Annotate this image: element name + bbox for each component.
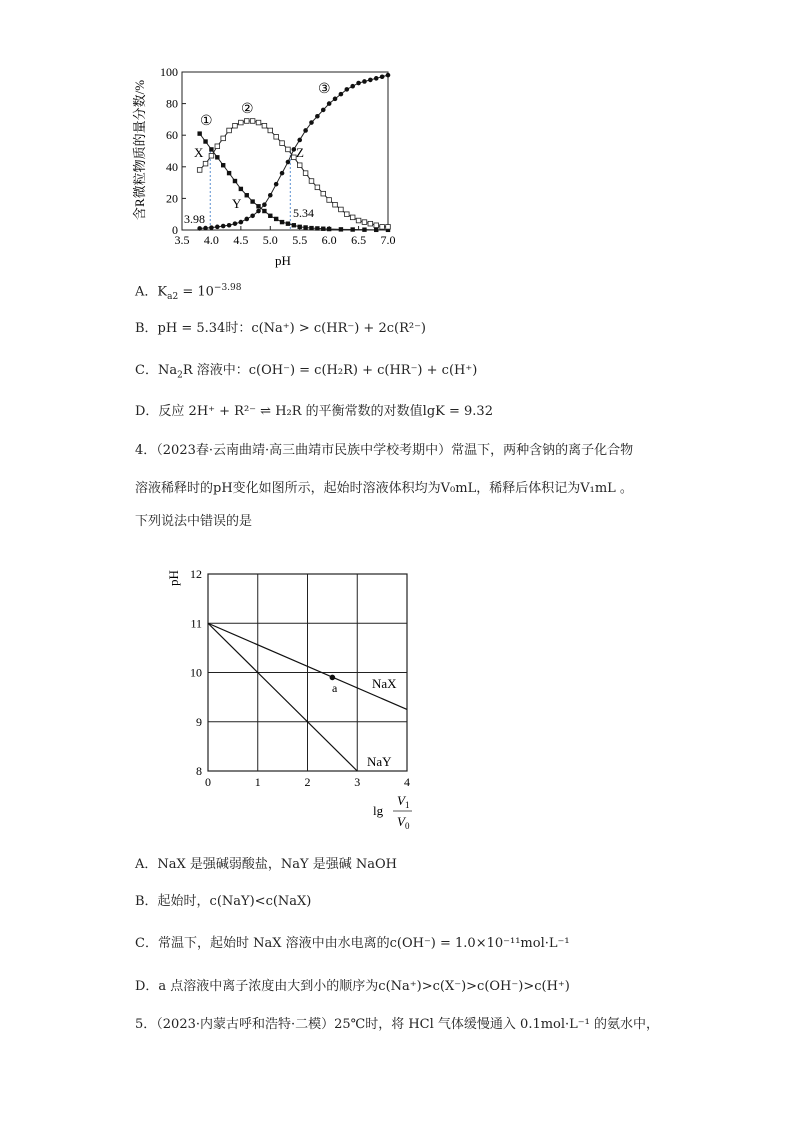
c1-point (345, 87, 350, 92)
c1-xtick-label: 3.5 (174, 233, 190, 247)
c1-xtick-label: 4.5 (233, 233, 249, 247)
c1-point (350, 215, 355, 220)
c2-ytick-label: 10 (190, 665, 202, 680)
c1-point (203, 139, 207, 143)
c1-point (274, 217, 278, 221)
c2-xtick-label: 1 (254, 775, 261, 789)
c1-annot-398: 3.98 (184, 212, 205, 226)
c1-point (321, 108, 326, 113)
c2-xtick-label: 3 (354, 775, 361, 789)
q4-stem-line2: 溶液稀释时的pH变化如图所示，起始时溶液体积均为V₀mL，稀释后体积记为V₁mL 。 (135, 481, 633, 496)
c1-point (197, 168, 202, 173)
c1-xtick-label: 4.0 (203, 233, 219, 247)
c2-ytick-label: 8 (196, 764, 202, 778)
species-fraction-chart (120, 60, 410, 270)
c1-point (286, 147, 291, 152)
c1-point (250, 119, 255, 124)
c2-label-nax: NaX (372, 676, 397, 691)
c1-ytick-label: 60 (166, 128, 178, 143)
q4-option-c: C．常温下，起始时 NaX 溶液中由水电离的c(OH⁻) = 1.0×10⁻¹¹mol·L⁻¹ (135, 936, 570, 951)
c1-point (374, 223, 379, 228)
c1-point (221, 136, 226, 141)
c1-point (386, 225, 391, 230)
c2-label-a: a (332, 681, 338, 695)
c1-point (262, 123, 267, 128)
c1-point (362, 79, 367, 84)
c1-point (209, 153, 214, 158)
c1-point (280, 220, 284, 224)
c1-point (350, 227, 354, 231)
c2-point-a (330, 675, 336, 681)
c1-point (221, 163, 225, 167)
c1-point (321, 227, 325, 231)
c1-point (256, 204, 260, 208)
c1-point-y: Y (232, 196, 242, 211)
q5-stem-line1: 5．（2023·内蒙古呼和浩特·二模）25℃时，将 HCl 气体缓慢通入 0.1mol·L⁻¹ 的氨水中， (135, 1017, 659, 1032)
c1-point (380, 225, 385, 230)
c1-point (345, 212, 350, 217)
c1-point (274, 182, 279, 187)
q3-option-d: D．反应 2H⁺ + R²⁻ ⇌ H₂R 的平衡常数的对数值lgK = 9.32 (135, 404, 493, 419)
c1-point (309, 179, 314, 184)
c1-point (262, 202, 267, 207)
c1-xlabel: pH (275, 253, 291, 268)
c1-point (386, 73, 391, 78)
c1-ytick-label: 20 (166, 191, 178, 206)
c1-series-2-label: ② (241, 102, 254, 117)
c1-point (250, 199, 254, 203)
c1-point (309, 120, 314, 125)
c1-point (280, 141, 285, 146)
c1-point (380, 74, 385, 79)
c1-point (303, 171, 308, 176)
c1-point (227, 223, 232, 228)
c1-point (256, 209, 261, 214)
c1-point (350, 84, 355, 89)
c1-point (297, 138, 302, 143)
c2-xtick-label: 4 (404, 775, 410, 789)
c1-point (286, 160, 291, 165)
c1-point (280, 171, 285, 176)
c1-point (268, 128, 273, 133)
c1-point (244, 217, 249, 222)
c1-point (239, 120, 244, 125)
c1-xtick-label: 5.0 (262, 233, 278, 247)
c1-point (197, 226, 202, 231)
c1-point (339, 207, 344, 212)
c2-ytick-label: 11 (190, 616, 202, 631)
c1-point (215, 225, 220, 230)
c2-series-nay (208, 623, 357, 771)
c2-ytick-label: 12 (190, 567, 202, 581)
c1-point (239, 220, 244, 225)
c1-point (215, 155, 219, 159)
c1-point (233, 221, 238, 226)
c1-point (303, 128, 308, 133)
c1-point (209, 225, 214, 230)
c1-point (356, 81, 361, 86)
c2-label-nay: NaY (367, 754, 392, 769)
c1-point-x: X (194, 145, 204, 160)
q3-option-a: A．$K_{a2} = 10^{-3.98}$ (135, 283, 242, 302)
c1-ytick-label: 40 (166, 159, 178, 174)
c1-point (327, 227, 331, 231)
c1-point (239, 187, 243, 191)
c1-point (339, 92, 344, 97)
c2-ytick-label: 9 (196, 714, 202, 729)
c1-point (321, 191, 326, 196)
c1-point (374, 76, 379, 81)
c1-point (298, 225, 302, 229)
q4-option-b: B．起始时，c(NaY)<c(NaX) (135, 894, 312, 909)
c1-point (333, 97, 338, 102)
c1-ytick-label: 80 (166, 96, 178, 111)
c2-ylabel: pH (166, 570, 181, 586)
c1-point (327, 198, 332, 203)
c1-series-3-label: ③ (318, 82, 331, 97)
c1-point (315, 185, 320, 190)
c1-point (209, 147, 213, 151)
c1-point (227, 171, 231, 175)
c1-point (292, 223, 296, 227)
c1-xtick-label: 7.0 (380, 233, 396, 247)
c1-point (256, 120, 261, 125)
c1-point (221, 224, 226, 229)
c1-point (356, 218, 361, 223)
q4-option-a: A．NaX 是强碱弱酸盐，NaY 是强碱 NaOH (135, 857, 397, 872)
c1-point (327, 101, 332, 106)
c1-point (227, 128, 232, 133)
c1-annot-534: 5.34 (293, 206, 314, 220)
c1-xtick-label: 6.5 (351, 233, 367, 247)
c1-point (197, 131, 201, 135)
c2-xtick-label: 0 (205, 775, 211, 789)
c1-xtick-label: 5.5 (292, 233, 308, 247)
c1-point (203, 161, 208, 166)
c2-frac-num: $V_1$ (397, 793, 410, 810)
c1-point (297, 163, 302, 168)
q4-option-d: D．a 点溶液中离子浓度由大到小的顺序为c(Na⁺)>c(X⁻)>c(OH⁻)>c(H⁺) (135, 979, 570, 994)
c1-point (315, 226, 319, 230)
c1-point (286, 221, 290, 225)
c1-point (339, 227, 343, 231)
c2-frac-den: $V_0$ (397, 814, 410, 831)
c1-point (374, 228, 378, 232)
q4-stem-line1: 4．（2023春·云南曲靖·高三曲靖市民族中学校考期中）常温下，两种含钠的离子化合物 (135, 443, 634, 458)
c1-point (233, 179, 237, 183)
c1-point (362, 227, 366, 231)
q3-option-c: C．$Na_2R$ 溶液中：c(OH⁻) = c(H₂R) + c(HR⁻) + c(H⁺) (135, 363, 478, 381)
c1-point (274, 134, 279, 139)
c1-point (315, 114, 320, 119)
q4-stem-line3: 下列说法中错误的是 (135, 514, 253, 529)
c2-xlabel-lg: lg (373, 803, 384, 818)
c1-point (268, 193, 273, 198)
c1-point (362, 220, 367, 225)
c1-point (250, 213, 255, 218)
c1-point (233, 123, 238, 128)
c1-point (244, 119, 249, 124)
c1-point (368, 78, 373, 83)
c1-point (245, 193, 249, 197)
q3-option-b: B．pH = 5.34时：c(Na⁺) > c(HR⁻) + 2c(R²⁻) (135, 321, 427, 336)
c1-point (368, 221, 373, 226)
c1-point (215, 144, 220, 149)
c1-series-1-label: ① (200, 114, 213, 129)
c1-point (303, 225, 307, 229)
c1-ylabel: 含R微粒物质的量分数/% (132, 79, 147, 221)
dilution-ph-chart (160, 560, 430, 840)
c1-point (309, 226, 313, 230)
c1-point-z: Z (296, 145, 304, 160)
c2-xtick-label: 2 (304, 775, 311, 789)
c1-ytick-label: 0 (172, 223, 178, 237)
c1-point (268, 214, 272, 218)
c1-ytick-label: 100 (160, 65, 178, 79)
c1-point (203, 226, 208, 231)
c1-point (262, 209, 266, 213)
c1-point (333, 202, 338, 207)
c1-xtick-label: 6.0 (321, 233, 337, 247)
